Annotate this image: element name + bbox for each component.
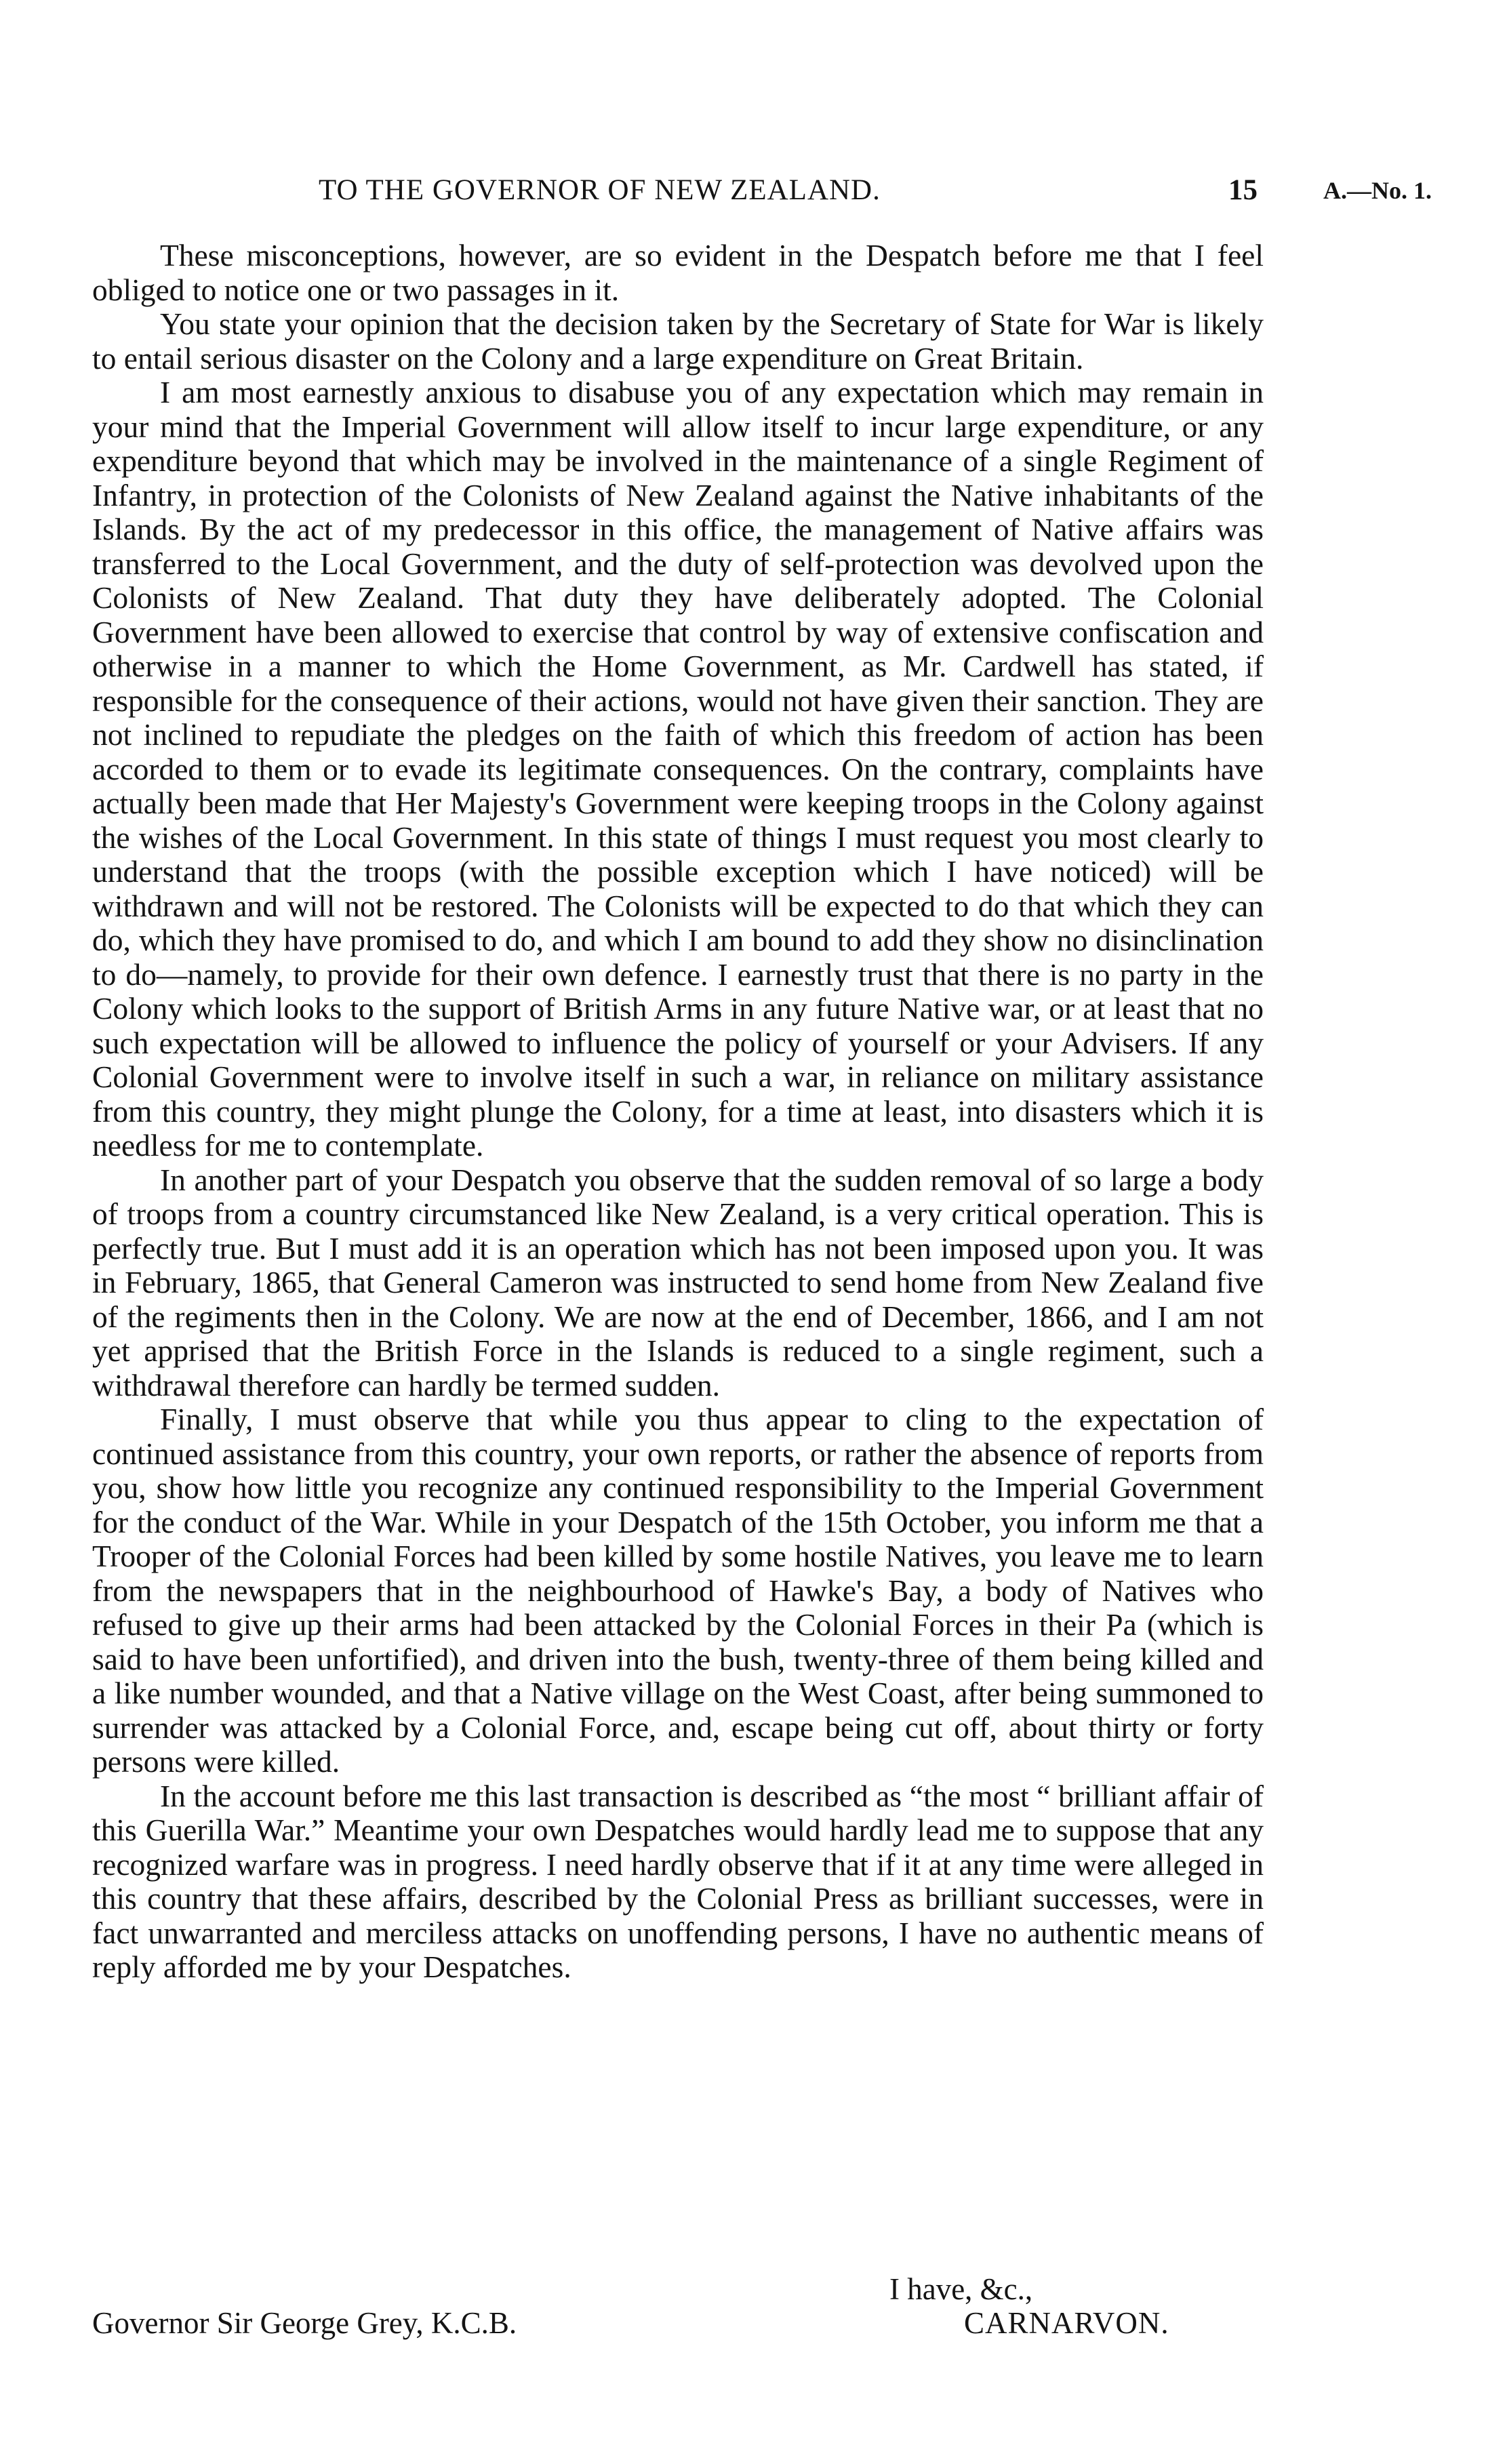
- running-title: TO THE GOVERNOR OF NEW ZEALAND.: [319, 174, 881, 206]
- signature-block: [889, 2272, 1169, 2340]
- paragraph: These misconceptions, however, are so evident in the Despatch before me that I feel obliged to notice one or two passages in it.: [92, 238, 1264, 307]
- paragraph: You state your opinion that the decision taken by the Secretary of State for War is likely to entail serious disaster on the Colony and a large expenditure on Great Britain.: [92, 306, 1264, 376]
- letter-body: [92, 239, 1264, 1985]
- complimentary-close: I have, &c.,: [889, 2272, 1033, 2306]
- signatory-name: CARNARVON.: [964, 2306, 1169, 2340]
- paragraph: In another part of your Despatch you observe that the sudden removal of so large a body of troops from a country circumstanced like New Zealand, is a very critical operation. This is perfectly true. But I must add it is an operation which has not been imposed upon you. It was in February, 1865, that General Cameron was instructed to send home from New Zealand five of the regiments then in the Colony. We are now at the end of December, 1866, and I am not yet apprised that the British Force in the Islands is reduced to a single regiment, such a withdrawal therefore can hardly be termed sudden.: [92, 1162, 1264, 1402]
- addressee: Governor Sir George Grey, K.C.B.: [92, 2306, 517, 2340]
- document-reference: A.—No. 1.: [1323, 177, 1432, 204]
- paragraph: I am most earnestly anxious to disabuse you of any expectation which may remain in your mind that the Imperial Government will allow itself to incur large expenditure, or any expenditure beyond that which may be involved in the maintenance of a single Regiment of Infantry, in protection of the Colonists of New Zealand against the Native inhabitants of the Islands. By the act of my predecessor in this office, the management of Native affairs was transferred to the Local Government, and the duty of self-protection was devolved upon the Colonists of New Zealand. That duty they have deliberately adopted. The Colonial Government have been allowed to exercise that control by way of extensive confiscation and otherwise in a manner to which the Home Government, as Mr. Cardwell has stated, if responsible for the consequence of their actions, would not have given their sanction. They are not inclined to repudiate the pledges on the faith of which this freedom of action has been accorded to them or to evade its legitimate consequences. On the contrary, complaints have actually been made that Her Majesty's Government were keeping troops in the Colony against the wishes of the Local Government. In this state of things I must request you most clearly to understand that the troops (with the possible exception which I have noticed) will be withdrawn and will not be restored. The Colonists will be expected to do that which they can do, which they have promised to do, and which I am bound to add they show no disinclination to do—namely, to provide for their own defence. I earnestly trust that there is no party in the Colony which looks to the support of British Arms in any future Native war, or at least that no such expectation will be allowed to influence the policy of yourself or your Advisers. If any Colonial Government were to involve itself in such a war, in reliance on military assistance from this country, they might plunge the Colony, for a time at least, into disasters which it is needless for me to contemplate.: [92, 375, 1264, 1163]
- page-number: 15: [1228, 174, 1258, 206]
- paragraph: In the account before me this last transaction is described as “the most “ brilliant affair of this Guerilla War.” Meantime your own Despatches would hardly lead me to suppose that any recognized warfare was in progress. I need hardly observe that if it at any time were alleged in this country that these affairs, described by the Colonial Press as brilliant successes, were in fact unwarranted and merciless attacks on unoffending persons, I have no authentic means of reply afforded me by your Despatches.: [92, 1778, 1264, 1984]
- paragraph: Finally, I must observe that while you thus appear to cling to the expectation of continued assistance from this country, your own reports, or rather the absence of reports from you, show how little you recognize any continued responsibility to the Imperial Government for the conduct of the War. While in your Despatch of the 15th October, you inform me that a Trooper of the Colonial Forces had been killed by some hostile Natives, you leave me to learn from the newspapers that in the neighbourhood of Hawke's Bay, a body of Natives who refused to give up their arms had been attacked by the Colonial Forces in their Pa (which is said to have been unfortified), and driven into the bush, twenty-three of them being killed and a like number wounded, and that a Native village on the West Coast, after being summoned to surrender was attacked by a Colonial Force, and, escape being cut off, about thirty or forty persons were killed.: [92, 1402, 1264, 1779]
- page-header: [0, 167, 1507, 214]
